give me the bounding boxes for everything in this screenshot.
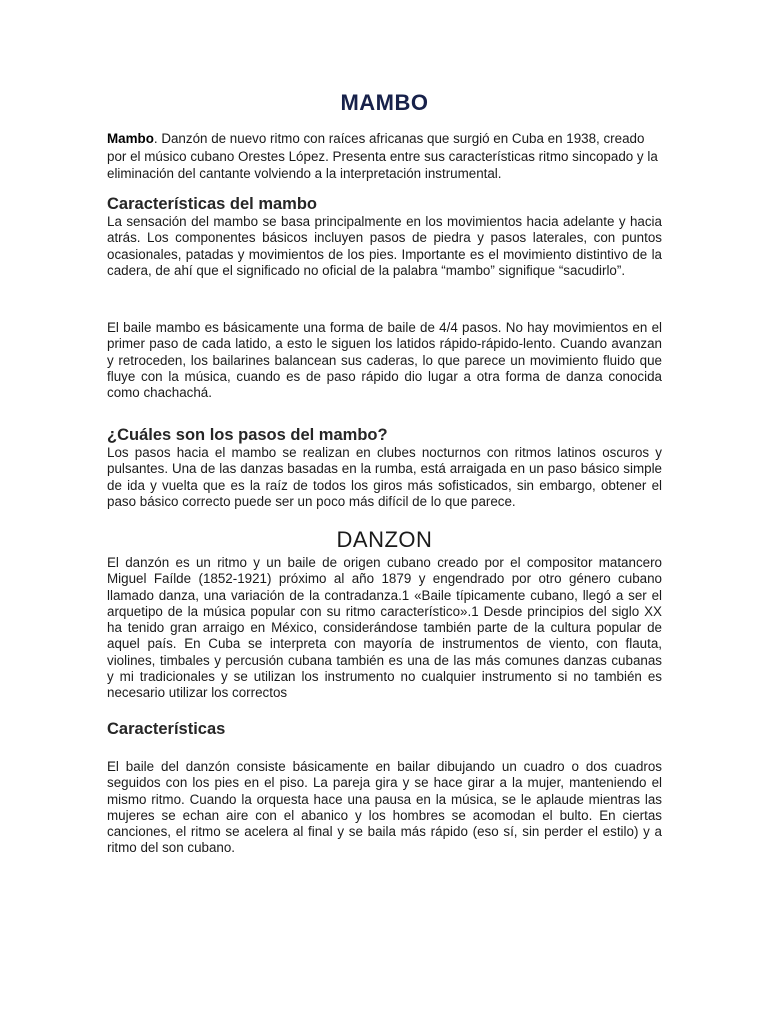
mambo-steps-heading: ¿Cuáles son los pasos del mambo? xyxy=(107,426,388,444)
danzon-title: DANZON xyxy=(336,527,433,552)
mambo-intro-paragraph xyxy=(107,130,662,183)
danzon-characteristics-heading: Características xyxy=(107,720,226,738)
danzon-characteristics-paragraph: El baile del danzón consiste básicamente en bailar dibujando un cuadro o dos cuadros seguidos con los pies en el piso. La pareja gira y se hace girar a la mujer, manteniendo el mismo ritmo. Cuando la orquesta hace una pausa en la música, se le aplaude mientras las mujeres se echan aire con el abanico y los hombres se acomodan el bulto. En ciertas canciones, el ritmo se acelera al final y se baila más rápido (eso sí, sin perder el estilo) y a ritmo del son cubano. xyxy=(107,759,662,856)
mambo-intro-text: . Danzón de nuevo ritmo con raíces africanas que surgió en Cuba en 1938, creado por el músico cubano Orestes López. Presenta entre sus características ritmo sincopado y la eliminación del cantante volviendo a la interpretación instrumental. xyxy=(107,131,658,181)
mambo-characteristics-paragraph-2: El baile mambo es básicamente una forma de baile de 4/4 pasos. No hay movimientos en el primer paso de cada latido, a esto le siguen los latidos rápido-rápido-lento. Cuando avanzan y retroceden, los bailarines balancean sus caderas, lo que parece un movimiento fluido que fluye con la música, cuando es de paso rápido dio lugar a otra forma de danza conocida como chachachá. xyxy=(107,320,662,401)
mambo-characteristics-heading: Características del mambo xyxy=(107,195,318,213)
danzon-paragraph-1: El danzón es un ritmo y un baile de origen cubano creado por el compositor matancero Miguel Faílde (1852-1921) próximo al año 1879 y engendrado por otro género cubano llamado danza, una variación de la contradanza.1 «Baile típicamente cubano, llegó a ser el arquetipo de la música popular con su ritmo característico».1 Desde principios del siglo XX ha tenido gran arraigo en México, considerándose también parte de la cultura popular de aquel país. En Cuba se interpreta con mayoría de instrumentos de viento, con flauta, violines, timbales y percusión cubana también es una de las más comunes danzas cubanas y mi tradicionales y se utilizan los instrumento no cualquier instrumento si no también es necesario utilizar los correctos xyxy=(107,555,662,701)
mambo-steps-paragraph: Los pasos hacia el mambo se realizan en clubes nocturnos con ritmos latinos oscuros y pulsantes. Una de las danzas basadas en la rumba, está arraigada en un paso básico simple de ida y vuelta que es la raíz de todos los giros más sofisticados, sin embargo, obtener el paso básico correcto puede ser un poco más difícil de lo que parece. xyxy=(107,445,662,509)
mambo-characteristics-paragraph-1: La sensación del mambo se basa principalmente en los movimientos hacia adelante y hacia atrás. Los componentes básicos incluyen pasos de piedra y pasos laterales, con puntos ocasionales, patadas y movimientos de los pies. Importante es el movimiento distintivo de la cadera, de ahí que el significado no oficial de la palabra “mambo” signifique “sacudirlo”. xyxy=(107,214,662,278)
mambo-intro-bold: Mambo xyxy=(107,131,154,146)
mambo-title: MAMBO xyxy=(340,90,429,115)
